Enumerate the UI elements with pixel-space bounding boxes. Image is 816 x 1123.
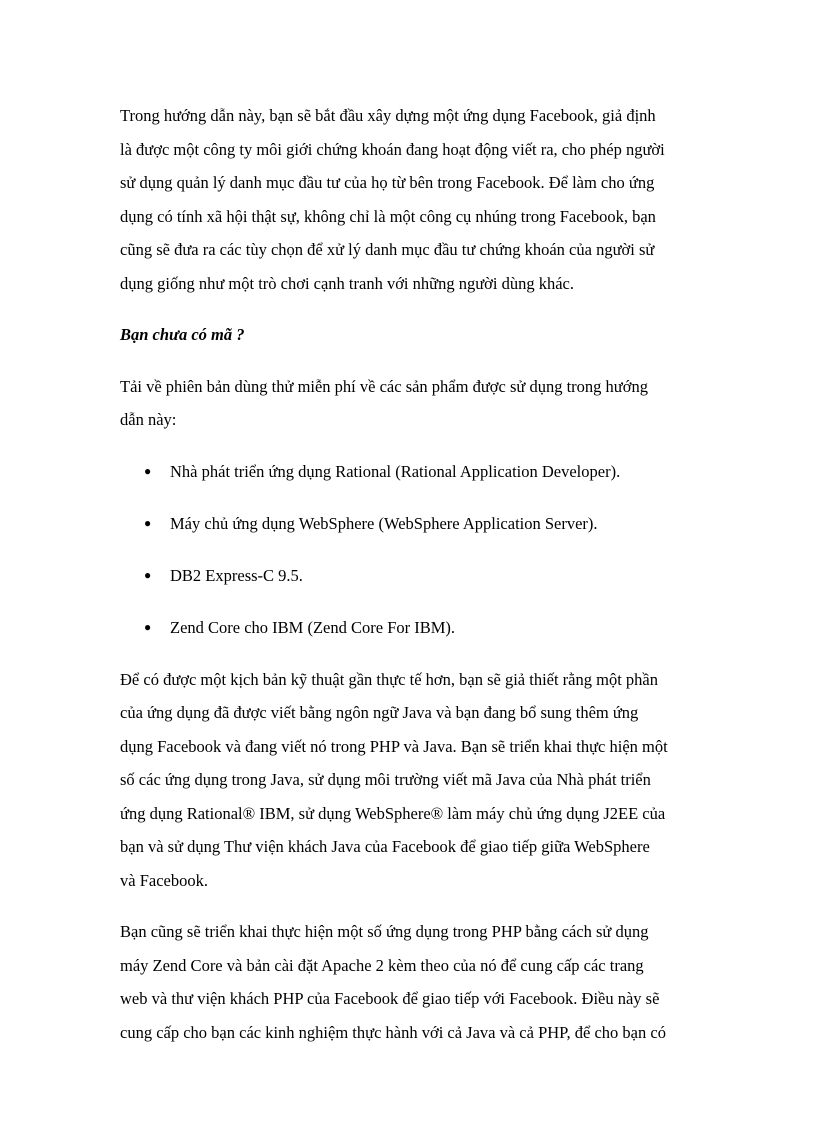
text-line: Bạn cũng sẽ triển khai thực hiện một số ứng dụng trong PHP bằng cách sử dụng xyxy=(120,922,649,941)
list-item xyxy=(120,507,700,559)
text-line: dụng Facebook và đang viết nó trong PHP và Java. Bạn sẽ triển khai thực hiện một xyxy=(120,736,668,756)
spacer xyxy=(120,437,700,455)
spacer xyxy=(120,897,700,915)
text-line: là được một công ty môi giới chứng khoán đang hoạt động viết ra, cho phép người xyxy=(120,139,665,159)
intro-paragraph xyxy=(120,99,700,300)
list-item-label: DB2 Express-C 9.5. xyxy=(170,565,303,585)
text-line: dụng giống như một trò chơi cạnh tranh với những người dùng khác. xyxy=(120,273,574,293)
text-line: web và thư viện khách PHP của Facebook để giao tiếp với Facebook. Điều này sẽ xyxy=(120,989,660,1008)
list-item xyxy=(120,559,700,611)
spacer xyxy=(120,352,700,370)
bullet-icon: ● xyxy=(144,567,152,582)
list-item-label: Máy chủ ứng dụng WebSphere (WebSphere Application Server). xyxy=(170,513,598,533)
bullet-icon: ● xyxy=(144,515,152,530)
scenario-paragraph xyxy=(120,663,700,898)
document-page xyxy=(120,99,700,1049)
text-line: bạn và sử dụng Thư viện khách Java của Facebook để giao tiếp giữa WebSphere xyxy=(120,837,650,856)
text-line: máy Zend Core và bản cài đặt Apache 2 kèm theo của nó để cung cấp các trang xyxy=(120,955,644,975)
text-line: của ứng dụng đã được viết bằng ngôn ngữ Java và bạn đang bổ sung thêm ứng xyxy=(120,703,639,722)
spacer xyxy=(120,300,700,318)
text-line: và Facebook. xyxy=(120,870,208,890)
text-line: số các ứng dụng trong Java, sử dụng môi trường viết mã Java của Nhà phát triển xyxy=(120,770,651,789)
text-line: Trong hướng dẫn này, bạn sẽ bắt đầu xây dựng một ứng dụng Facebook, giả định xyxy=(120,106,656,125)
text-line: ứng dụng Rational® IBM, sử dụng WebSphere® làm máy chủ ứng dụng J2EE của xyxy=(120,803,666,823)
section-heading: Bạn chưa có mã ? xyxy=(120,325,245,344)
text-line: dụng có tính xã hội thật sự, không chỉ là một công cụ nhúng trong Facebook, bạn xyxy=(120,206,656,226)
product-list xyxy=(120,455,700,663)
text-line: Để có được một kịch bản kỹ thuật gần thực tế hơn, bạn sẽ giả thiết rằng một phần xyxy=(120,669,658,689)
bullet-icon: ● xyxy=(144,619,152,634)
php-paragraph xyxy=(120,915,700,1049)
text-line: cũng sẽ đưa ra các tùy chọn để xử lý danh mục đầu tư chứng khoán của người sử xyxy=(120,240,655,259)
bullet-icon: ● xyxy=(144,463,152,478)
list-item-label: Zend Core cho IBM (Zend Core For IBM). xyxy=(170,617,456,637)
list-item-label: Nhà phát triển ứng dụng Rational (Rational Application Developer). xyxy=(170,461,621,481)
download-paragraph xyxy=(120,370,700,437)
text-line: Tải về phiên bản dùng thử miễn phí về các sản phẩm được sử dụng trong hướng xyxy=(120,376,648,396)
text-line: dẫn này: xyxy=(120,410,177,429)
list-item xyxy=(120,455,700,507)
text-line: cung cấp cho bạn các kinh nghiệm thực hành với cả Java và cả PHP, để cho bạn có xyxy=(120,1022,666,1042)
text-line: sử dụng quản lý danh mục đầu tư của họ từ bên trong Facebook. Để làm cho ứng xyxy=(120,173,655,192)
list-item xyxy=(120,611,700,663)
